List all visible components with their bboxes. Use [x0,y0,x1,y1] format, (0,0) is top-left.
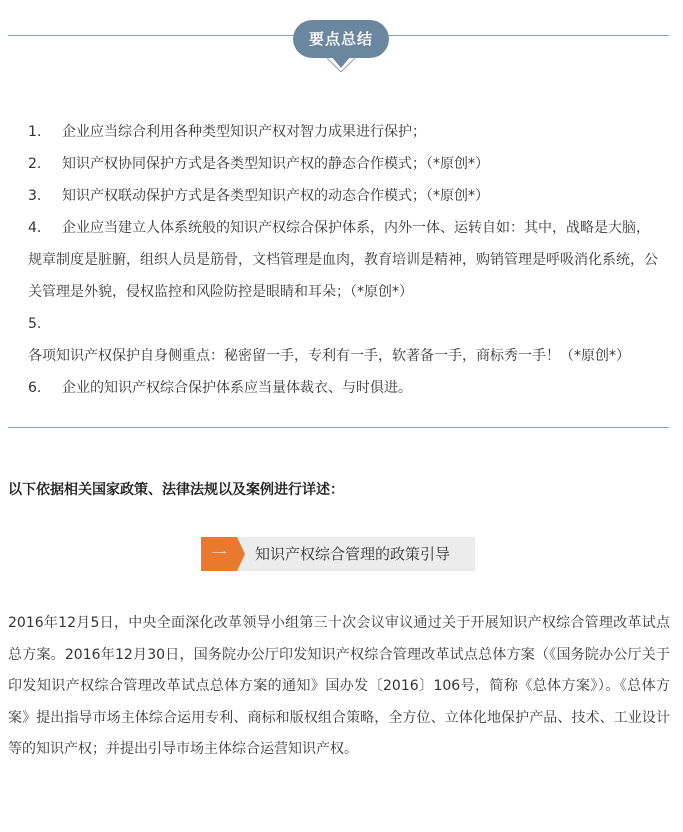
item-text: 各项知识产权保护自身侧重点：秘密留一手，专利有一手，软著备一手，商标秀一手！（*原创*） [28,348,630,364]
badge-label: 要点总结 [308,30,373,48]
summary-item [28,212,658,308]
item-number: 4. [28,220,42,236]
body-paragraph: 2016年12月5日，中央全面深化改革领导小组第三十次会议审议通过关于开展知识产权综合管理改革试点总方案。2016年12月30日，国务院办公厅印发知识产权综合管理改革试点总体方案（《国务院办公厅关于印发知识产权综合管理改革试点总体方案的通知》国办发〔2016〕106号，简称《总体方案》）。《总体方案》提出指导市场主体综合运用专利、商标和版权组合策略，全方位、立体化地保护产品、技术、工业设计等的知识产权；并提出引导市场主体综合运营知识产权。 [8,615,670,757]
item-text: 企业的知识产权综合保护体系应当量体裁衣、与时俱进。 [62,380,412,396]
item-number: 6. [28,380,42,396]
section-title: 知识产权综合管理的政策引导 [255,545,451,563]
item-text: 知识产权协同保护方式是各类型知识产权的静态合作模式；（*原创*） [62,156,489,172]
item-number: 3. [28,188,42,204]
section-heading [201,537,475,571]
summary-item [28,148,658,180]
item-number: 2. [28,156,42,172]
bottom-divider [8,427,669,428]
item-text: 企业应当综合利用各种类型知识产权对智力成果进行保护； [62,124,426,140]
item-number: 1. [28,124,42,140]
summary-item [28,180,658,212]
summary-badge [293,20,389,72]
summary-item [28,116,658,148]
summary-item [28,308,658,372]
section-arrow [237,537,245,571]
item-text: 知识产权联动保护方式是各类型知识产权的动态合作模式；（*原创*） [62,188,489,204]
item-text: 企业应当建立人体系统般的知识产权综合保护体系，内外一体、运转自如：其中，战略是大脑，规章制度是脏腑，组织人员是筋骨，文档管理是血肉，教育培训是精神，购销管理是呼吸消化系统，公关管理是外貌，侵权监控和风险防控是眼睛和耳朵；（*原创*） [28,220,658,300]
item-number: 5. [28,316,42,332]
intro-text: 以下依据相关国家政策、法律法规以及案例进行详述： [8,482,344,498]
summary-list [28,116,658,404]
summary-item [28,372,658,404]
section-number: 一 [201,537,237,571]
